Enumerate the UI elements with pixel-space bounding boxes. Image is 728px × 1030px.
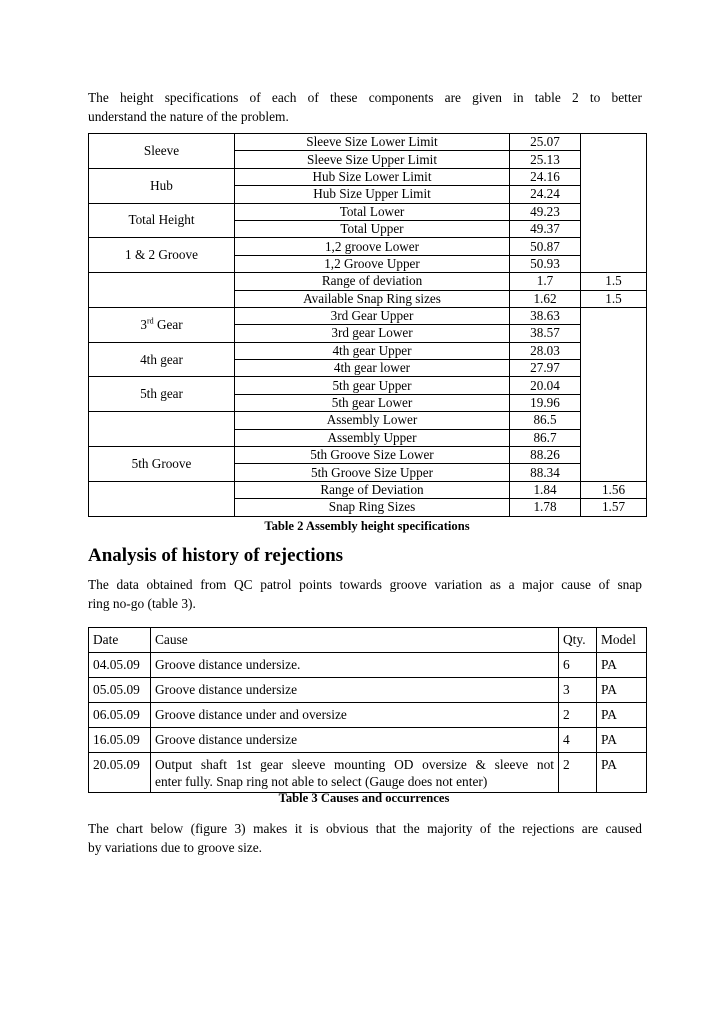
row-cause (151, 753, 559, 793)
row-label: Available Snap Ring sizes (235, 290, 510, 307)
row-label: Range of deviation (235, 273, 510, 290)
row-qty: 2 (559, 703, 597, 728)
closing-line-1: The chart below (figure 3) makes it is obvious that the majority of the rejections are caused (88, 821, 642, 836)
row-value: 28.03 (510, 342, 581, 359)
row-model: PA (597, 678, 647, 703)
row-extra (581, 134, 647, 273)
row-cause-line-1: Output shaft 1st gear sleeve mounting OD oversize & sleeve not (155, 757, 554, 772)
header-model: Model (597, 628, 647, 653)
assembly-height-table (88, 133, 647, 517)
row-date: 05.05.09 (89, 678, 151, 703)
table-row (89, 703, 647, 728)
section-line-1: The data obtained from QC patrol points towards groove variation as a major cause of snap (88, 577, 642, 592)
row-label: Total Lower (235, 203, 510, 220)
table-header-row (89, 628, 647, 653)
row-extra: 1.56 (581, 481, 647, 498)
row-group: 5th Groove (89, 447, 235, 482)
row-value: 86.5 (510, 412, 581, 429)
row-model: PA (597, 753, 647, 793)
table-row (89, 238, 647, 255)
row-qty: 4 (559, 728, 597, 753)
row-group: 3rd Gear (89, 307, 235, 342)
table-row (89, 168, 647, 185)
row-value: 38.63 (510, 307, 581, 324)
row-extra: 1.5 (581, 273, 647, 290)
header-date: Date (89, 628, 151, 653)
header-qty: Qty. (559, 628, 597, 653)
intro-paragraph (88, 88, 642, 126)
row-value: 88.34 (510, 464, 581, 481)
section-heading: Analysis of history of rejections (88, 545, 344, 566)
row-label: Assembly Lower (235, 412, 510, 429)
row-group: Total Height (89, 203, 235, 238)
row-value: 20.04 (510, 377, 581, 394)
row-label: 1,2 groove Lower (235, 238, 510, 255)
row-date: 04.05.09 (89, 653, 151, 678)
row-extra: 1.57 (581, 499, 647, 516)
row-model: PA (597, 703, 647, 728)
row-cause: Groove distance undersize. (151, 653, 559, 678)
closing-paragraph (88, 819, 642, 857)
row-value: 1.62 (510, 290, 581, 307)
row-group (89, 273, 235, 308)
row-label: Sleeve Size Upper Limit (235, 151, 510, 168)
table-row (89, 342, 647, 359)
table-row (89, 377, 647, 394)
row-group (89, 412, 235, 447)
table-row (89, 273, 647, 290)
row-value: 50.93 (510, 255, 581, 272)
row-label: Range of Deviation (235, 481, 510, 498)
row-value: 19.96 (510, 394, 581, 411)
intro-line-1: The height specifications of each of these components are given in table 2 to better (88, 90, 642, 105)
closing-line-2: by variations due to groove size. (88, 840, 263, 855)
row-value: 24.16 (510, 168, 581, 185)
row-value: 27.97 (510, 360, 581, 377)
table-row (89, 447, 647, 464)
row-label: 5th gear Lower (235, 394, 510, 411)
section-line-2: ring no-go (table 3). (88, 596, 196, 611)
table-row (89, 753, 647, 793)
table-row (89, 203, 647, 220)
table-row (89, 481, 647, 498)
row-group: 5th gear (89, 377, 235, 412)
row-cause-line-2: enter fully. Snap ring not able to select (Gauge does not enter) (155, 774, 488, 789)
row-value: 86.7 (510, 429, 581, 446)
row-qty: 6 (559, 653, 597, 678)
table-row (89, 653, 647, 678)
row-qty: 3 (559, 678, 597, 703)
row-value: 25.07 (510, 134, 581, 151)
section-paragraph (88, 575, 642, 613)
table-row (89, 134, 647, 151)
row-label: Hub Size Upper Limit (235, 186, 510, 203)
header-cause: Cause (151, 628, 559, 653)
row-label: Sleeve Size Lower Limit (235, 134, 510, 151)
row-qty: 2 (559, 753, 597, 793)
row-date: 20.05.09 (89, 753, 151, 793)
row-date: 16.05.09 (89, 728, 151, 753)
row-group: 4th gear (89, 342, 235, 377)
row-value: 49.23 (510, 203, 581, 220)
row-group (89, 481, 235, 516)
row-label: Hub Size Lower Limit (235, 168, 510, 185)
row-group: Sleeve (89, 134, 235, 169)
row-extra: 1.5 (581, 290, 647, 307)
row-label: Snap Ring Sizes (235, 499, 510, 516)
causes-table (88, 627, 647, 793)
row-extra (581, 307, 647, 481)
row-cause: Groove distance undersize (151, 678, 559, 703)
row-value: 1.78 (510, 499, 581, 516)
row-date: 06.05.09 (89, 703, 151, 728)
table-row (89, 412, 647, 429)
row-label: 5th Groove Size Upper (235, 464, 510, 481)
table2-caption: Table 2 Assembly height specifications (264, 519, 470, 533)
row-model: PA (597, 728, 647, 753)
row-label: 4th gear Upper (235, 342, 510, 359)
row-label: Assembly Upper (235, 429, 510, 446)
row-label: 3rd gear Lower (235, 325, 510, 342)
row-value: 49.37 (510, 220, 581, 237)
row-value: 25.13 (510, 151, 581, 168)
row-cause: Groove distance undersize (151, 728, 559, 753)
row-label: 1,2 Groove Upper (235, 255, 510, 272)
row-group: 1 & 2 Groove (89, 238, 235, 273)
row-value: 24.24 (510, 186, 581, 203)
row-label: 5th gear Upper (235, 377, 510, 394)
row-label: 4th gear lower (235, 360, 510, 377)
row-value: 38.57 (510, 325, 581, 342)
row-label: 5th Groove Size Lower (235, 447, 510, 464)
row-cause: Groove distance under and oversize (151, 703, 559, 728)
row-value: 1.84 (510, 481, 581, 498)
table-row (89, 307, 647, 324)
row-value: 50.87 (510, 238, 581, 255)
table-row (89, 728, 647, 753)
row-label: Total Upper (235, 220, 510, 237)
row-label: 3rd Gear Upper (235, 307, 510, 324)
row-group: Hub (89, 168, 235, 203)
table3-caption: Table 3 Causes and occurrences (278, 791, 450, 805)
row-model: PA (597, 653, 647, 678)
row-value: 1.7 (510, 273, 581, 290)
row-value: 88.26 (510, 447, 581, 464)
table-row (89, 678, 647, 703)
intro-line-2: understand the nature of the problem. (88, 109, 289, 124)
